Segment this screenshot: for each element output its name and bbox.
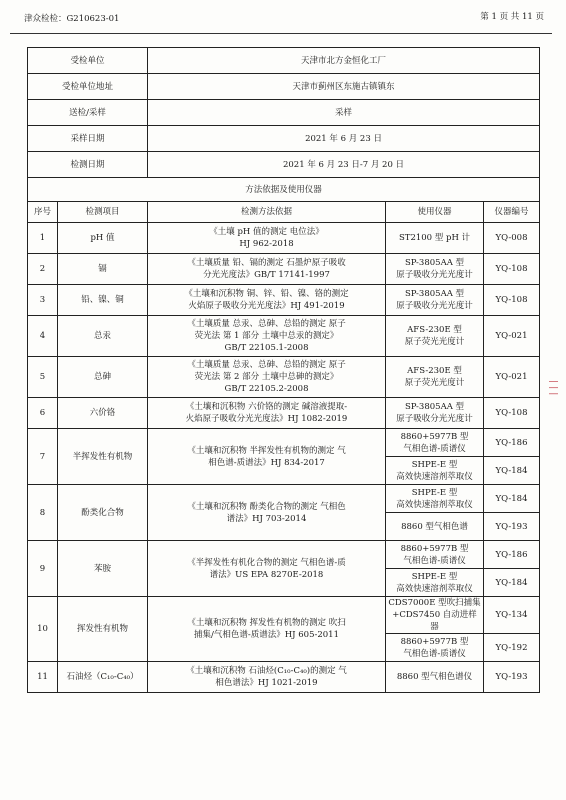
info-label: 受检单位 (28, 48, 148, 74)
instrument-line: 原子吸收分光光度计 (396, 414, 473, 424)
page-number: 第 1 页 共 11 页 (480, 12, 544, 22)
instrument-code: YQ-184 (484, 569, 540, 597)
method-line: GB/T 22105.1-2008 (224, 343, 309, 353)
instrument-code: YQ-186 (484, 541, 540, 569)
instrument-code: YQ-021 (484, 357, 540, 398)
info-label: 送检/采样 (28, 100, 148, 126)
instrument-line: AFS-230E 型 (407, 325, 462, 335)
method-line: 《土壤和沉积物 六价铬的测定 碱溶液提取- (185, 402, 348, 412)
row-number: 4 (28, 316, 58, 357)
info-value: 2021 年 6 月 23 日-7 月 20 日 (148, 152, 540, 178)
info-value: 天津市蓟州区东施古镇镇东 (148, 74, 540, 100)
test-item: 总砷 (58, 357, 148, 398)
col-header-no: 序号 (28, 202, 58, 223)
row-number: 9 (28, 541, 58, 597)
method-row (28, 662, 540, 693)
instrument-line: SP-3805AA 型 (404, 402, 465, 412)
instrument-line: SP-3805AA 型 (404, 258, 465, 268)
header-divider (10, 33, 552, 34)
test-method (148, 597, 386, 662)
test-method (148, 485, 386, 541)
method-line: 《半挥发性有机化合物的测定 气相色谱-质 (187, 557, 346, 568)
info-row-client (28, 48, 540, 74)
method-line: 荧光法 第 1 部分 土壤中总汞的测定》 (194, 331, 339, 341)
test-method (148, 357, 386, 398)
method-line: 火焰原子吸收分光光度法》HJ 1082-2019 (185, 414, 348, 424)
instrument-line: 气相色谱-质谱仪 (403, 555, 466, 566)
instrument-line: 气相色谱-质谱仪 (403, 648, 466, 659)
side-stamp: ǀ ǀ ǀ (548, 380, 559, 396)
instrument-line: SP-3805AA 型 (404, 289, 465, 299)
method-line: 《土壤质量 总汞、总砷、总铅的测定 原子 (187, 319, 346, 329)
col-header-method: 检测方法依据 (148, 202, 386, 223)
test-method (148, 223, 386, 254)
instrument-code: YQ-021 (484, 316, 540, 357)
instrument-line: CDS7000E 型吹扫捕集 (388, 598, 481, 608)
method-row (28, 429, 540, 457)
instrument-name (386, 597, 484, 634)
instrument-line: SHPE-E 型 (411, 571, 458, 582)
method-line: 相色谱法》HJ 1021-2019 (215, 678, 318, 688)
info-row-test-date (28, 152, 540, 178)
test-item: 镉 (58, 254, 148, 285)
row-number: 5 (28, 357, 58, 398)
col-header-item: 检测项目 (58, 202, 148, 223)
instrument-line: 原子荧光光度计 (404, 378, 465, 388)
method-line: 《土壤和沉积物 挥发性有机物的测定 吹扫 (187, 618, 346, 628)
test-item: 半挥发性有机物 (58, 429, 148, 485)
method-row (28, 398, 540, 429)
info-label: 采样日期 (28, 126, 148, 152)
method-row (28, 357, 540, 398)
test-item: pH 值 (58, 223, 148, 254)
info-row-sampling-mode (28, 100, 540, 126)
instrument-name (386, 254, 484, 285)
method-row (28, 285, 540, 316)
info-row-sampling-date (28, 126, 540, 152)
row-number: 7 (28, 429, 58, 485)
instrument-line: ST2100 型 pH 计 (398, 233, 471, 243)
instrument-line: 原子吸收分光光度计 (396, 270, 473, 280)
method-row (28, 254, 540, 285)
instrument-line: SHPE-E 型 (411, 459, 458, 470)
instrument-name (386, 316, 484, 357)
methods-title-row (28, 178, 540, 202)
test-method (148, 541, 386, 597)
instrument-code: YQ-134 (484, 597, 540, 634)
row-number: 8 (28, 485, 58, 541)
instrument-code: YQ-108 (484, 398, 540, 429)
instrument-name (386, 541, 484, 569)
row-number: 3 (28, 285, 58, 316)
test-method (148, 662, 386, 693)
method-line: 荧光法 第 2 部分 土壤中总砷的测定》 (194, 372, 339, 382)
method-line: 谱法》HJ 703-2014 (226, 513, 307, 524)
row-number: 6 (28, 398, 58, 429)
test-item: 酚类化合物 (58, 485, 148, 541)
instrument-name (386, 457, 484, 485)
instrument-name (386, 285, 484, 316)
instrument-line: 高效快速溶剂萃取仪 (396, 471, 473, 482)
info-value: 2021 年 6 月 23 日 (148, 126, 540, 152)
info-label: 检测日期 (28, 152, 148, 178)
row-number: 10 (28, 597, 58, 662)
method-row (28, 316, 540, 357)
instrument-name (386, 662, 484, 693)
test-method (148, 398, 386, 429)
instrument-name (386, 223, 484, 254)
method-row (28, 485, 540, 513)
info-label: 受检单位地址 (28, 74, 148, 100)
method-line: 分光光度法》GB/T 17141-1997 (203, 270, 330, 280)
method-line: 《土壤质量 铅、镉的测定 石墨炉原子吸收 (187, 258, 346, 268)
instrument-line: 原子荧光光度计 (404, 337, 465, 347)
instrument-code: YQ-193 (484, 513, 540, 541)
method-line: 《土壤 pH 值的测定 电位法》 (209, 227, 324, 237)
method-row (28, 541, 540, 569)
row-number: 11 (28, 662, 58, 693)
test-method (148, 254, 386, 285)
instrument-code: YQ-184 (484, 485, 540, 513)
instrument-line: 原子吸收分光光度计 (396, 301, 473, 311)
method-row (28, 597, 540, 634)
instrument-line: 8860+5977B 型 (400, 543, 469, 554)
page-header (10, 10, 552, 22)
method-line: GB/T 22105.2-2008 (224, 384, 309, 394)
method-line: 《土壤和沉积物 石油烃(C₁₀-C₄₀)的测定 气 (186, 666, 347, 676)
instrument-name (386, 513, 484, 541)
instrument-name (386, 569, 484, 597)
info-row-address (28, 74, 540, 100)
instrument-line: SHPE-E 型 (411, 487, 458, 498)
instrument-line: 高效快速溶剂萃取仪 (396, 583, 473, 594)
method-line: 《土壤和沉积物 酚类化合物的测定 气相色 (187, 501, 346, 512)
instrument-line: 8860 型气相色谱 (401, 521, 468, 532)
instrument-code: YQ-108 (484, 254, 540, 285)
instrument-name (386, 485, 484, 513)
instrument-name (386, 634, 484, 662)
report-number: 津众检检：G210623-01 (24, 14, 120, 24)
method-line: HJ 962-2018 (239, 239, 294, 249)
method-line: 谱法》US EPA 8270E-2018 (209, 569, 324, 580)
test-method (148, 285, 386, 316)
test-item: 总汞 (58, 316, 148, 357)
instrument-name (386, 429, 484, 457)
info-value: 天津市北方金恒化工厂 (148, 48, 540, 74)
test-item: 六价铬 (58, 398, 148, 429)
col-header-instrument: 使用仪器 (386, 202, 484, 223)
test-item: 挥发性有机物 (58, 597, 148, 662)
method-line: 《土壤质量 总汞、总砷、总铅的测定 原子 (187, 360, 346, 370)
method-line: 相色谱-质谱法》HJ 834-2017 (208, 457, 325, 468)
instrument-code: YQ-192 (484, 634, 540, 662)
instrument-code: YQ-186 (484, 429, 540, 457)
test-item: 铅、镍、铜 (58, 285, 148, 316)
test-method (148, 429, 386, 485)
instrument-line: +CDS7450 自动进样器 (392, 610, 477, 632)
instrument-code: YQ-184 (484, 457, 540, 485)
method-row (28, 223, 540, 254)
method-line: 捕集/气相色谱-质谱法》HJ 605-2011 (194, 630, 340, 640)
method-line: 《土壤和沉积物 铜、锌、铅、镍、铬的测定 (184, 289, 349, 299)
instrument-line: 8860 型气相色谱仪 (396, 672, 473, 682)
instrument-line: 高效快速溶剂萃取仪 (396, 499, 473, 510)
report-table (27, 47, 540, 693)
instrument-line: AFS-230E 型 (407, 366, 462, 376)
instrument-line: 气相色谱-质谱仪 (403, 443, 466, 454)
instrument-code: YQ-193 (484, 662, 540, 693)
method-line: 《土壤和沉积物 半挥发性有机物的测定 气 (187, 445, 346, 456)
col-header-code: 仪器编号 (484, 202, 540, 223)
instrument-line: 8860+5977B 型 (400, 636, 469, 647)
instrument-line: 8860+5977B 型 (400, 431, 469, 442)
row-number: 2 (28, 254, 58, 285)
instrument-name (386, 398, 484, 429)
instrument-code: YQ-008 (484, 223, 540, 254)
test-item: 石油烃（C₁₀-C₄₀） (58, 662, 148, 693)
test-item: 苯胺 (58, 541, 148, 597)
methods-title: 方法依据及使用仪器 (28, 178, 540, 202)
test-method (148, 316, 386, 357)
row-number: 1 (28, 223, 58, 254)
instrument-name (386, 357, 484, 398)
method-line: 火焰原子吸收分光光度法》HJ 491-2019 (188, 301, 345, 311)
column-header-row (28, 202, 540, 223)
instrument-code: YQ-108 (484, 285, 540, 316)
info-value: 采样 (148, 100, 540, 126)
